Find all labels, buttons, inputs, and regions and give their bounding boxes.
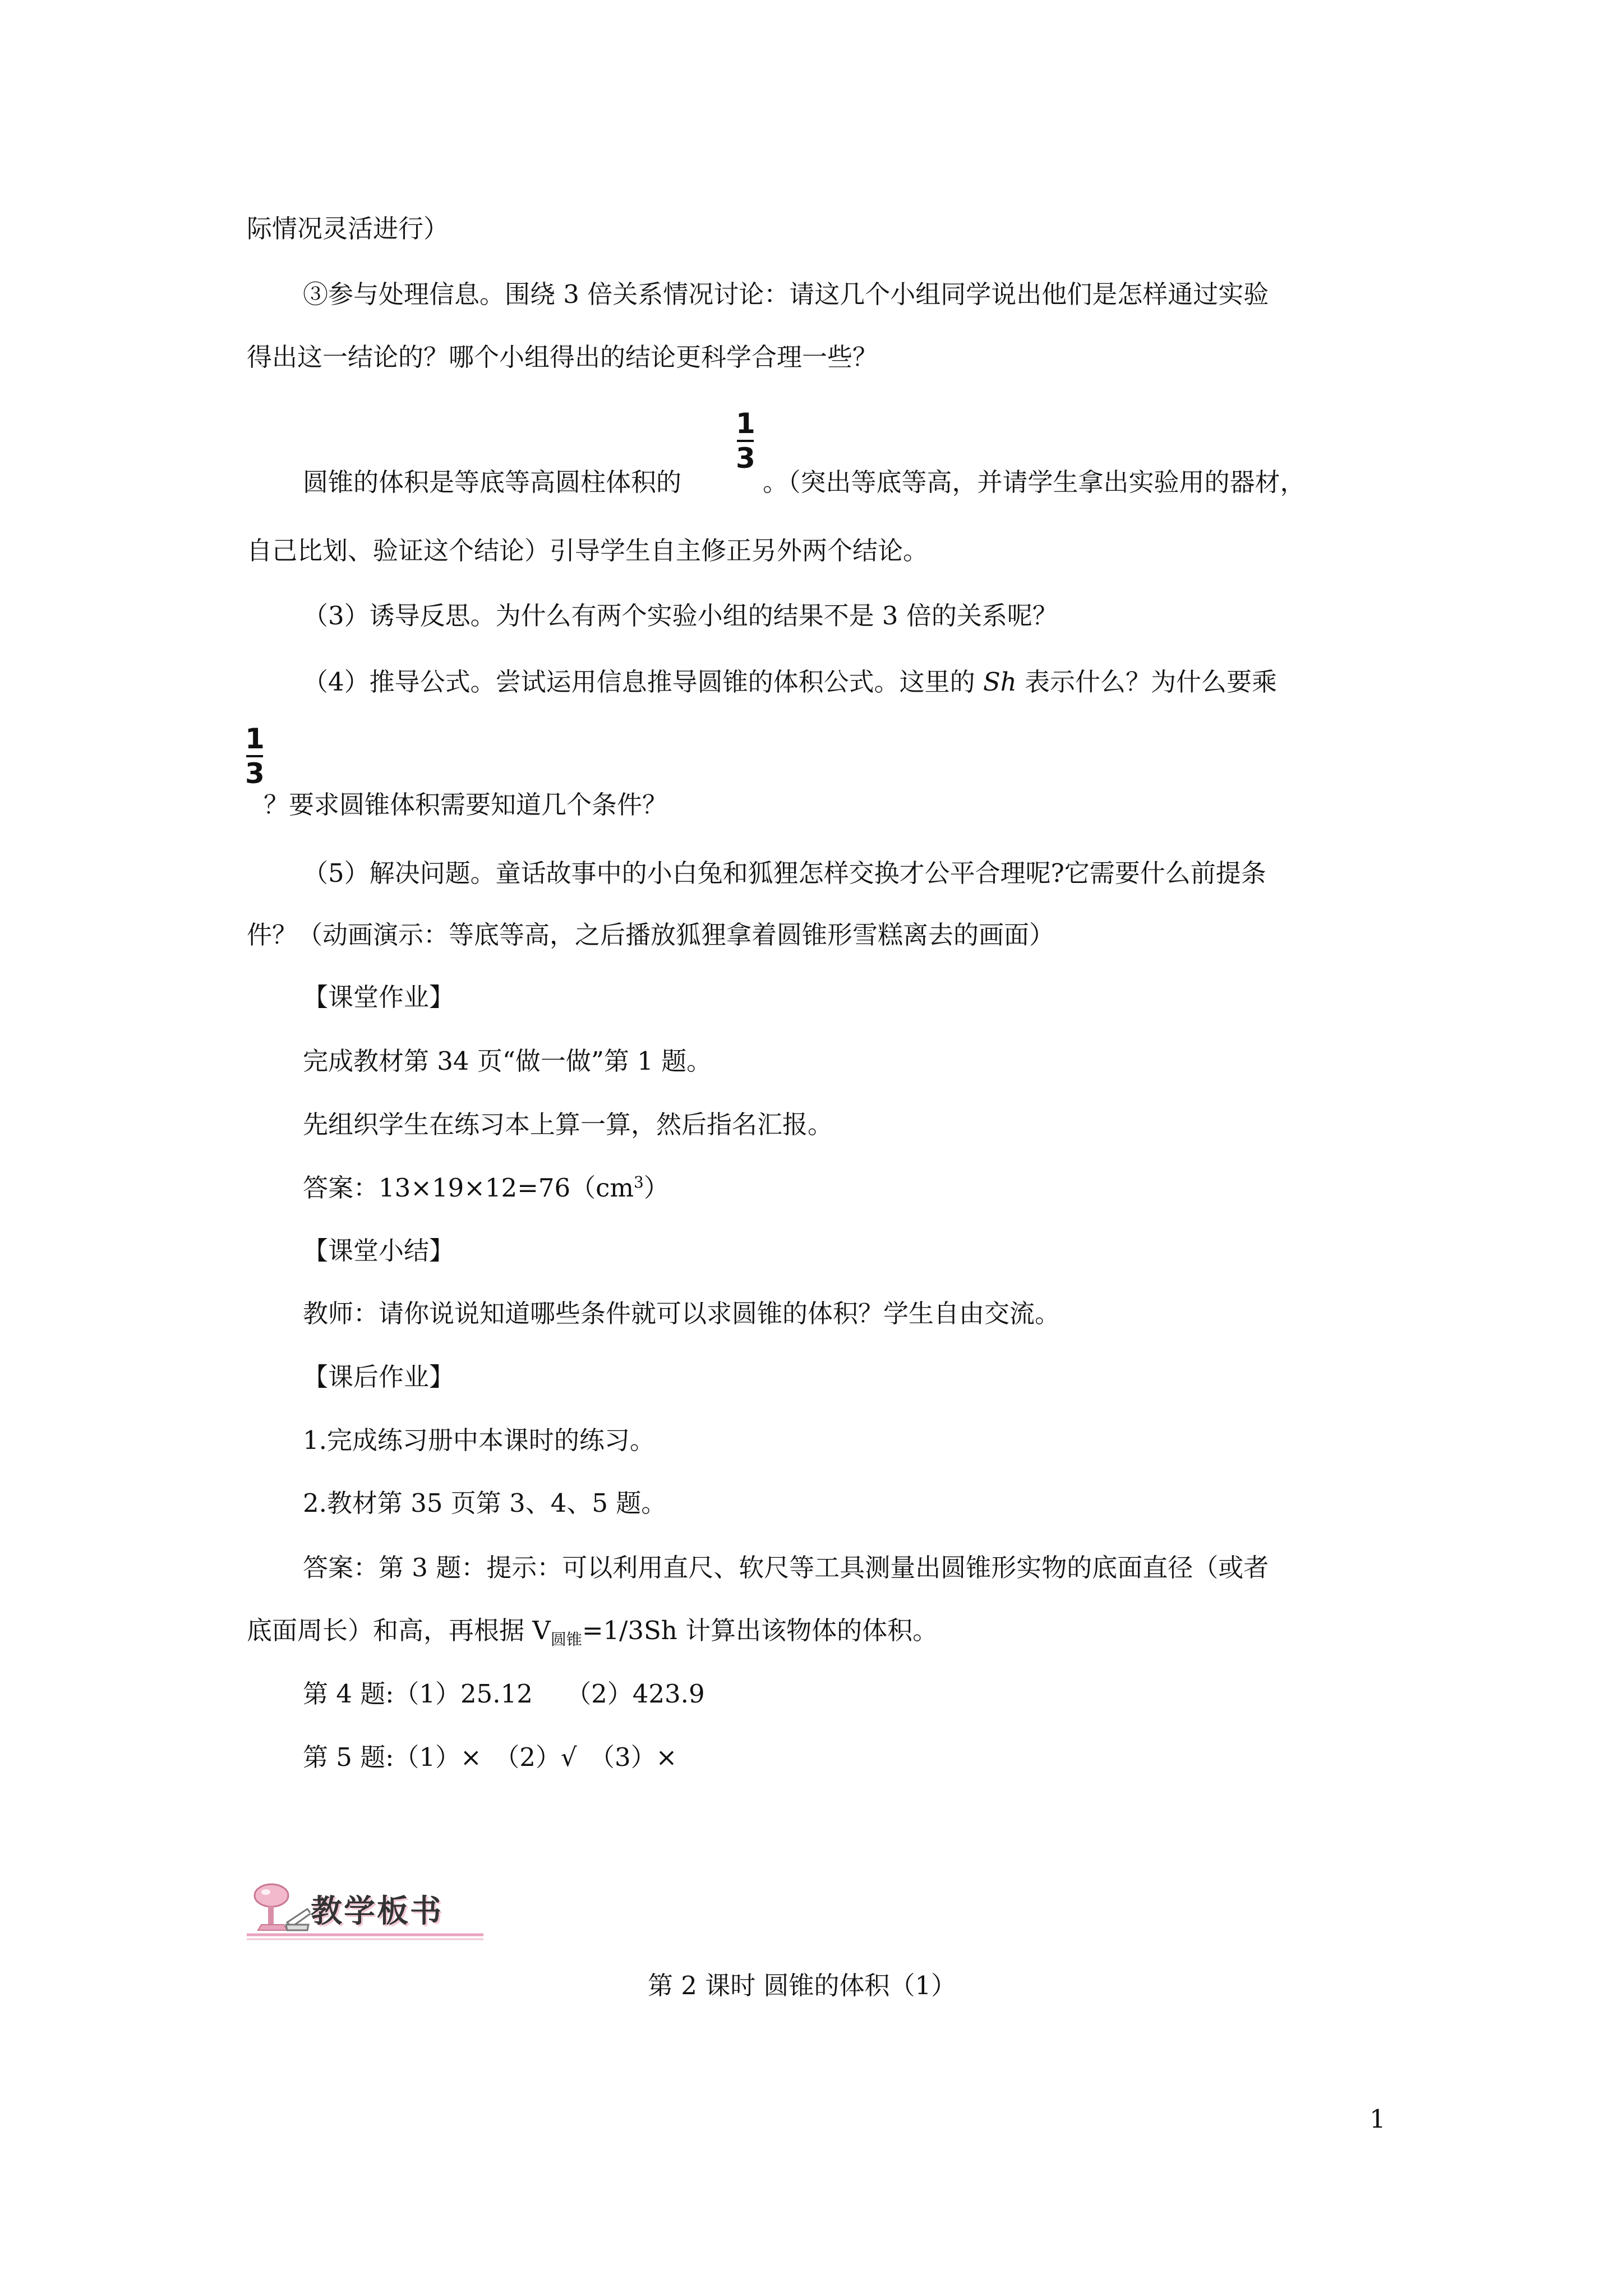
line-text: 第 2 课时 圆锥的体积（1） [648, 1971, 957, 2000]
line-text: （3）诱导反思。为什么有两个实验小组的结果不是 3 倍的关系呢？ [303, 601, 1058, 631]
line-text: 得出这一结论的？哪个小组得出的结论更科学合理一些？ [247, 342, 878, 372]
line-text: 【课堂作业】 [303, 982, 455, 1012]
fraction-one-third [245, 724, 265, 789]
page-number [1370, 2102, 1386, 2136]
page-number-text: 1 [1370, 2104, 1386, 2134]
line-text: =1/3Sh 计算出该物体的体积。 [582, 1616, 938, 1645]
line-text: ） [643, 1173, 669, 1203]
text-line [247, 212, 449, 246]
line-text: 2.教材第 35 页第 3、4、5 题。 [303, 1488, 667, 1518]
line-text: 底面周长）和高，再根据 V [247, 1616, 551, 1645]
line-text: 答案：13×19×12=76（cm [303, 1173, 634, 1203]
section-heading [303, 1360, 454, 1394]
fraction-denominator: 3 [245, 757, 265, 790]
teaching-board-banner [241, 1876, 488, 1944]
text-line [247, 918, 1054, 952]
text-line [303, 599, 1058, 633]
text-line [303, 278, 1269, 311]
line-text: 自己比划、验证这个结论）引导学生自主修正另外两个结论。 [247, 536, 929, 565]
line-text: ？要求圆锥体积需要知道几个条件？ [264, 790, 668, 820]
line-text: 【课堂小结】 [303, 1236, 455, 1266]
text-line [303, 1171, 669, 1205]
text-line [303, 1677, 705, 1711]
line-text: 【课后作业】 [303, 1362, 455, 1392]
line-text: （4）推导公式。尝试运用信息推导圆锥的体积公式。这里的 [303, 667, 983, 697]
line-text: 圆锥的体积是等底等高圆柱体积的 [303, 467, 682, 497]
text-line [303, 1045, 712, 1078]
line-text: （5）解决问题。童话故事中的小白兔和狐狸怎样交换才公平合理呢?它需要什么前提条 [303, 858, 1266, 888]
text-line [303, 1424, 655, 1457]
text-line [247, 534, 928, 568]
line-text: ③参与处理信息。围绕 3 倍关系情况讨论：请这几个小组同学说出他们是怎样通过实验 [303, 279, 1269, 309]
section-heading [303, 1234, 454, 1268]
superscript: 3 [634, 1173, 644, 1191]
fraction-numerator: 1 [245, 723, 265, 755]
line-text: 先组织学生在练习本上算一算，然后指名汇报。 [303, 1110, 833, 1139]
text-line [303, 665, 1277, 699]
text-line [247, 1614, 938, 1648]
line-text: 。（突出等底等高，并请学生拿出实验用的器材， [763, 467, 1306, 497]
text-line [264, 788, 667, 822]
text-line [303, 857, 1266, 890]
line-text: 教师：请你说说知道哪些条件就可以求圆锥的体积？学生自由交流。 [303, 1299, 1061, 1328]
line-text: 完成教材第 34 页“做一做”第 1 题。 [303, 1046, 712, 1076]
line-text: 件？（动画演示：等底等高，之后播放狐狸拿着圆锥形雪糕离去的画面） [247, 920, 1055, 950]
fraction-denominator: 3 [736, 442, 755, 475]
text-line [763, 466, 1306, 499]
text-line [303, 1487, 666, 1520]
section-heading [303, 981, 454, 1014]
fraction-one-third [736, 408, 755, 473]
line-text: 第 5 题:（1）× （2）√ （3）× [303, 1742, 677, 1772]
line-text: 答案：第 3 题：提示：可以利用直尺、软尺等工具测量出圆锥形实物的底面直径（或者 [303, 1553, 1269, 1582]
text-line [303, 1297, 1060, 1331]
fraction-numerator: 1 [736, 407, 755, 440]
text-line [303, 1551, 1269, 1585]
lesson-title [648, 1969, 956, 2003]
text-line [247, 341, 878, 374]
text-line [303, 466, 681, 499]
board-label: 教学板书 [311, 1893, 443, 1930]
line-text: 表示什么？为什么要乘 [1016, 667, 1278, 697]
subscript: 圆锥 [550, 1630, 582, 1649]
line-text-italic: Sh [983, 667, 1017, 697]
line-text: 1.完成练习册中本课时的练习。 [303, 1425, 655, 1455]
line-text: 际情况灵活进行） [247, 214, 449, 243]
line-text: 第 4 题:（1）25.12 （2）423.9 [303, 1679, 705, 1709]
text-line [303, 1741, 677, 1774]
text-line [303, 1108, 833, 1142]
